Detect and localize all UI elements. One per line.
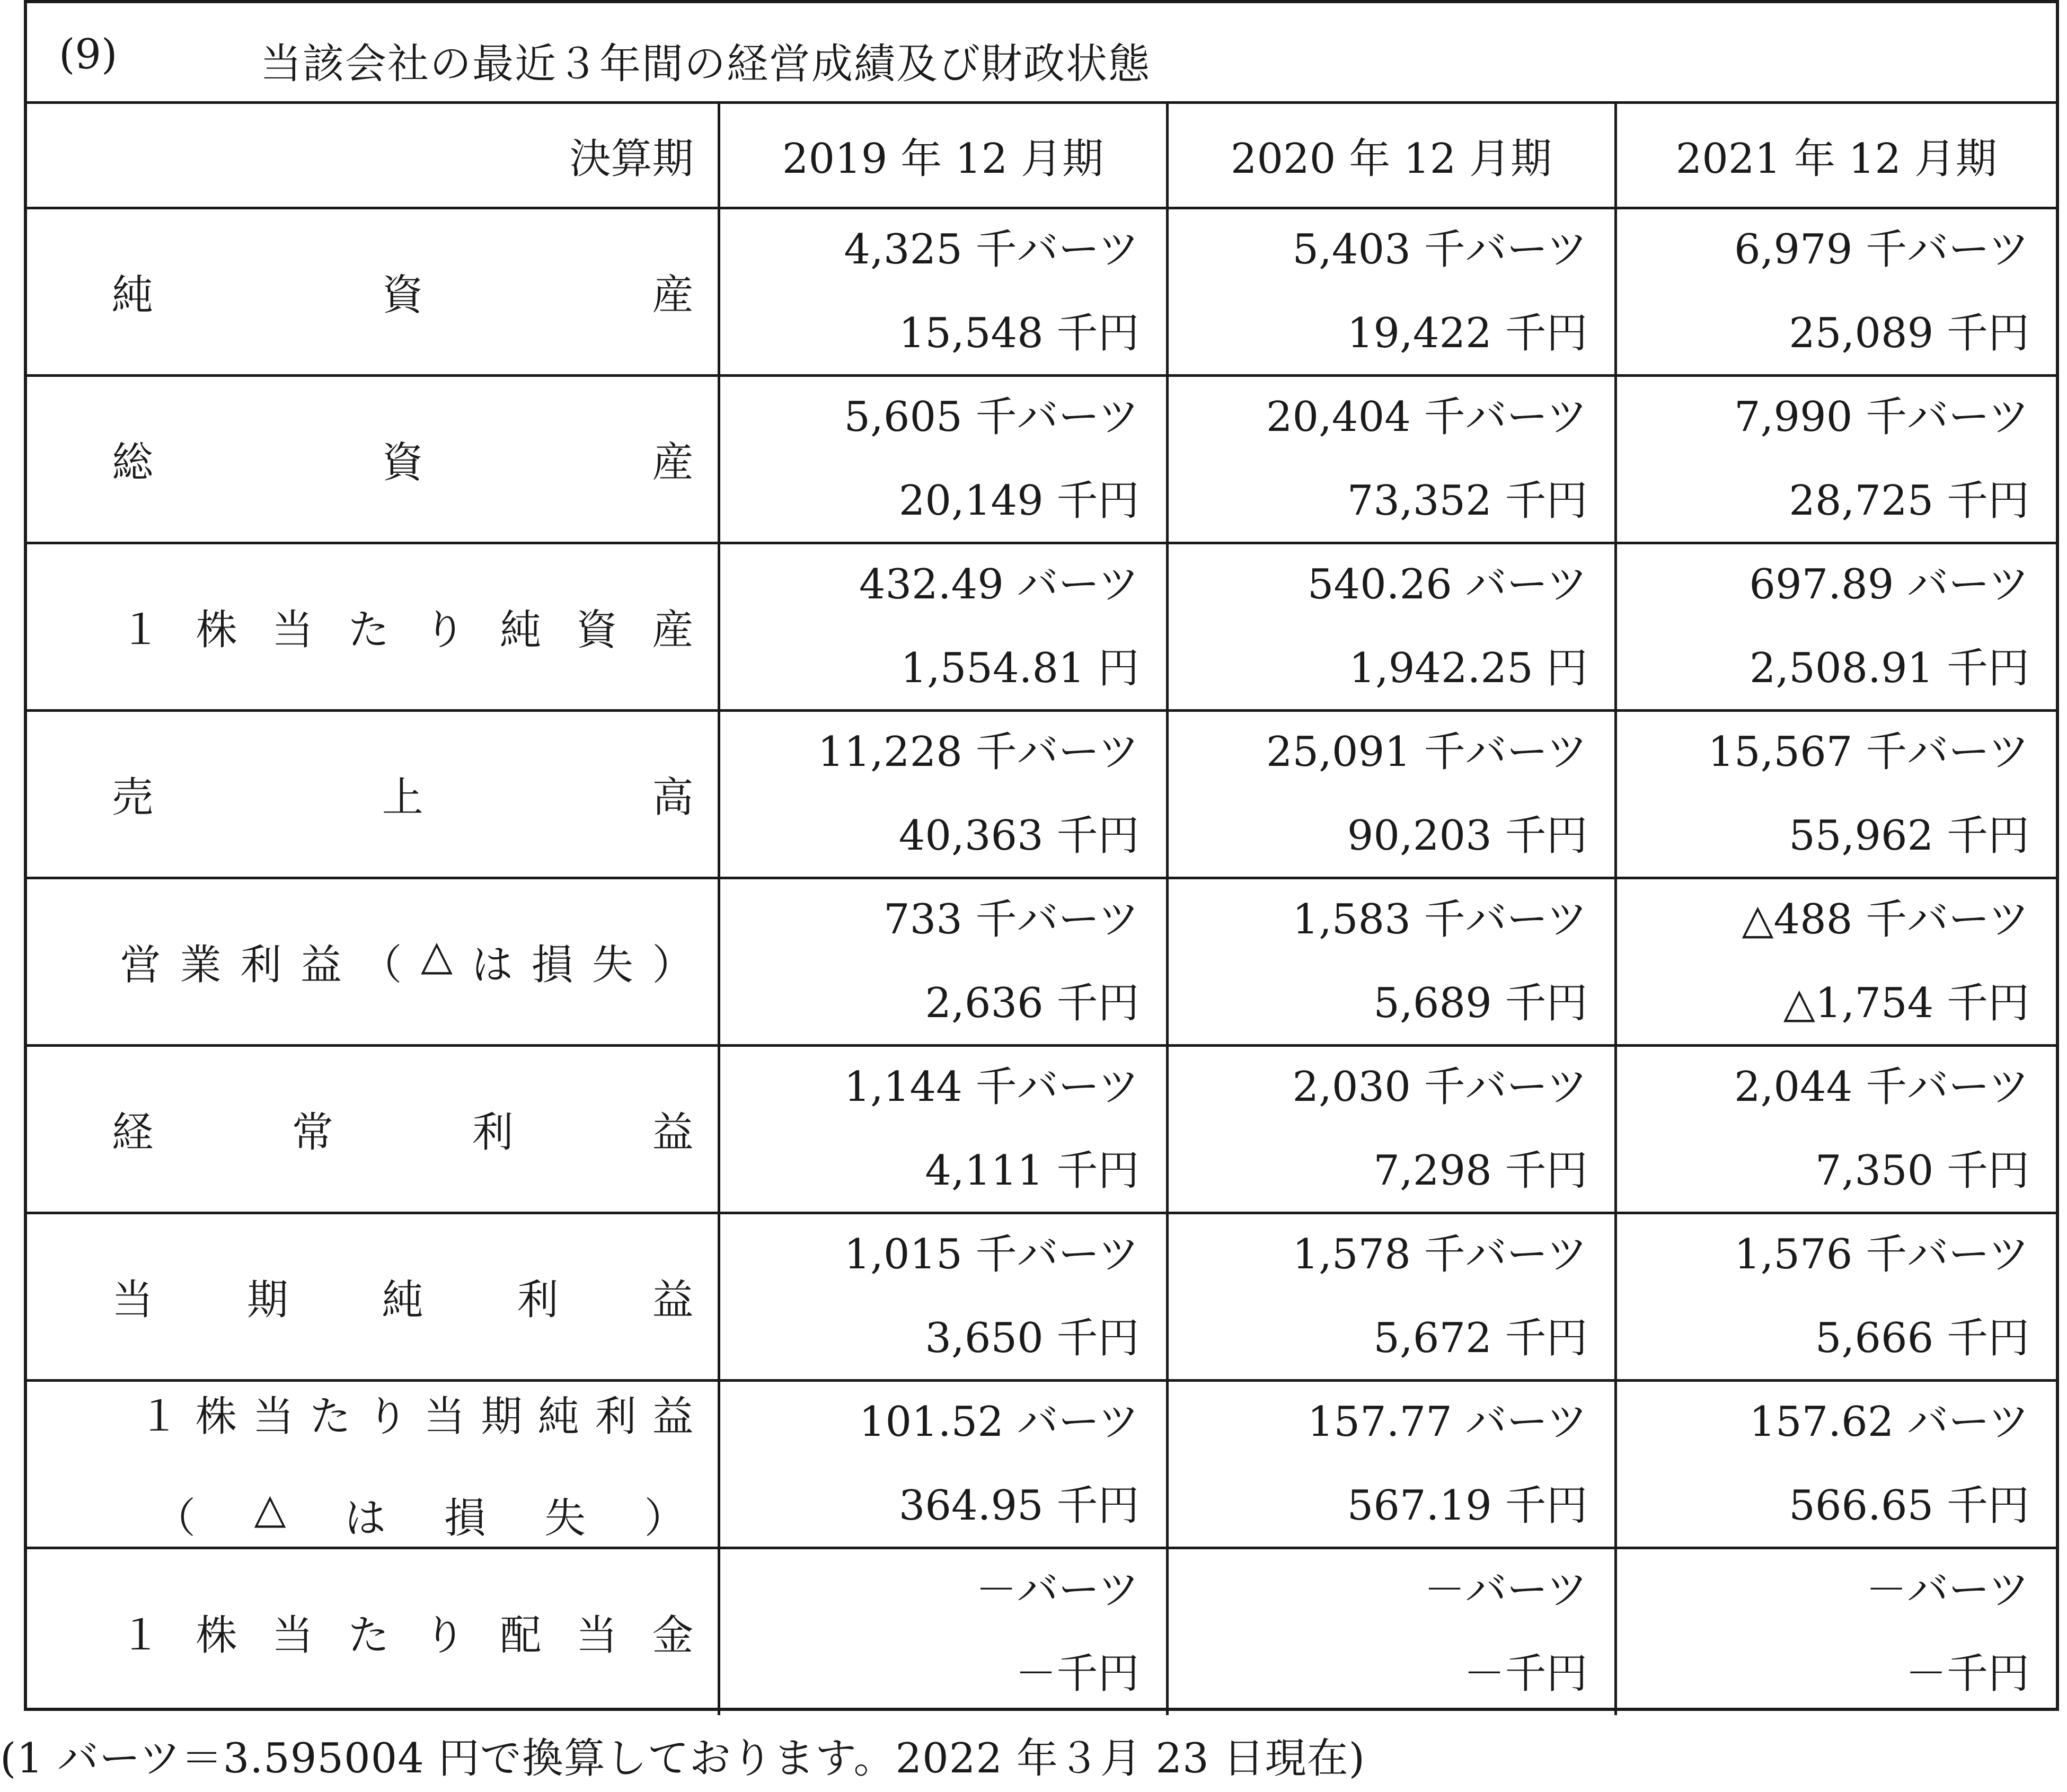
value-yen: 90,203 千円 xyxy=(1347,812,1588,860)
period-header-2019: 2019 年 12 月期 xyxy=(719,104,1167,208)
value-yen: 7,350 千円 xyxy=(1815,1147,2029,1195)
row-label-char: △ xyxy=(254,1485,286,1533)
value-cell-2020 xyxy=(1167,710,1615,878)
value-cell-2020 xyxy=(1167,1380,1615,1548)
value-baht: 15,567 千バーツ xyxy=(1708,728,2029,776)
row-label xyxy=(27,375,719,543)
value-cell-2021 xyxy=(1615,710,2056,878)
row-label-char: 利 xyxy=(472,1109,514,1157)
row-label-char: 利 xyxy=(517,1276,559,1324)
value-cell-2020 xyxy=(1167,1548,1615,1715)
row-label-char: 純 xyxy=(382,1276,423,1324)
row-label xyxy=(27,878,719,1045)
value-baht: 2,044 千バーツ xyxy=(1734,1063,2029,1111)
ordinary-income-row xyxy=(27,1045,2056,1213)
value-baht: －バーツ xyxy=(1866,1566,2029,1614)
section-title: 当該会社の最近３年間の経営成績及び財政状態 xyxy=(260,40,1151,88)
table-header-row xyxy=(27,104,2056,208)
row-label-char: 産 xyxy=(652,439,694,487)
row-label-char: 売 xyxy=(112,774,154,822)
value-baht: 101.52 バーツ xyxy=(859,1398,1140,1446)
value-cell-2020 xyxy=(1167,543,1615,710)
period-header-2020: 2020 年 12 月期 xyxy=(1167,104,1615,208)
value-baht: △488 千バーツ xyxy=(1742,896,2029,943)
row-label-char: 常 xyxy=(292,1109,333,1157)
row-label-char: 期 xyxy=(246,1276,288,1324)
value-yen: 19,422 千円 xyxy=(1347,310,1588,357)
total-assets-row xyxy=(27,375,2056,543)
row-label-char: 産 xyxy=(652,606,694,654)
row-label-char: 益 xyxy=(652,1393,694,1441)
value-yen: 567.19 千円 xyxy=(1347,1482,1588,1530)
net-income-per-share-row xyxy=(27,1380,2056,1548)
value-cell-2019 xyxy=(719,208,1167,375)
row-label-char: 期 xyxy=(481,1393,523,1441)
row-label-char: 株 xyxy=(196,606,237,654)
value-baht: 20,404 千バーツ xyxy=(1266,393,1588,441)
row-label-char: 当 xyxy=(271,1612,313,1660)
value-baht: 1,578 千バーツ xyxy=(1292,1231,1588,1278)
row-label xyxy=(27,208,719,375)
operating-income-row xyxy=(27,878,2056,1045)
row-label-char: 産 xyxy=(652,271,694,319)
row-label-char: 失 xyxy=(591,941,633,989)
value-yen: △1,754 千円 xyxy=(1783,979,2029,1027)
value-baht: 4,325 千バーツ xyxy=(844,226,1140,273)
row-label-char: り xyxy=(423,606,465,654)
row-label xyxy=(27,1213,719,1380)
value-cell-2020 xyxy=(1167,878,1615,1045)
value-baht: 697.89 バーツ xyxy=(1749,561,2029,608)
row-label xyxy=(27,543,719,710)
value-cell-2019 xyxy=(719,1213,1167,1380)
row-label-char: 業 xyxy=(180,941,222,989)
value-yen: 73,352 千円 xyxy=(1347,477,1588,525)
value-baht: 1,583 千バーツ xyxy=(1292,896,1588,943)
row-label-char: 益 xyxy=(652,1109,694,1157)
row-label-char: 純 xyxy=(538,1393,580,1441)
row-label-char: り xyxy=(366,1393,408,1441)
row-label-char: 資 xyxy=(382,271,423,319)
value-cell-2019 xyxy=(719,1548,1167,1715)
section-title-row xyxy=(27,3,2056,104)
value-baht: 5,605 千バーツ xyxy=(844,393,1140,441)
row-label-char: 株 xyxy=(195,1393,237,1441)
value-baht: －バーツ xyxy=(1424,1566,1588,1614)
value-cell-2021 xyxy=(1615,208,2056,375)
row-label-char: 利 xyxy=(595,1393,637,1441)
row-label-char: は xyxy=(344,1495,386,1542)
row-label-char: １ xyxy=(120,606,162,654)
value-cell-2021 xyxy=(1615,375,2056,543)
value-cell-2019 xyxy=(719,375,1167,543)
value-yen: －千円 xyxy=(1463,1650,1588,1698)
value-baht: 157.62 バーツ xyxy=(1749,1398,2029,1446)
row-label-char: ） xyxy=(652,941,694,989)
value-baht: 733 千バーツ xyxy=(883,896,1140,943)
value-cell-2021 xyxy=(1615,1548,2056,1715)
value-baht: 2,030 千バーツ xyxy=(1292,1063,1588,1111)
value-yen: 5,672 千円 xyxy=(1373,1314,1588,1362)
value-baht: 7,990 千バーツ xyxy=(1734,393,2029,441)
row-label-char: 当 xyxy=(576,1612,617,1660)
value-yen: 3,650 千円 xyxy=(925,1314,1140,1362)
value-baht: 11,228 千バーツ xyxy=(817,728,1140,776)
row-label-char: １ xyxy=(138,1393,180,1441)
value-baht: 540.26 バーツ xyxy=(1307,561,1588,608)
row-label-char: 損 xyxy=(532,941,573,989)
row-label-char: 当 xyxy=(423,1393,465,1441)
value-baht: 432.49 バーツ xyxy=(859,561,1140,608)
row-label-char: 株 xyxy=(196,1612,237,1660)
value-yen: 25,089 千円 xyxy=(1789,310,2029,357)
value-yen: －千円 xyxy=(1015,1650,1140,1698)
row-label-char: た xyxy=(348,606,390,654)
row-label-char: は xyxy=(471,941,513,989)
exchange-rate-footnote: (1 バーツ＝3.595004 円で換算しております。2022 年３月 23 日現在) xyxy=(0,1735,1366,1782)
value-yen: 5,689 千円 xyxy=(1373,979,1588,1027)
row-label xyxy=(27,1380,719,1548)
row-label-char: 利 xyxy=(240,941,282,989)
value-yen: 28,725 千円 xyxy=(1789,477,2029,525)
row-label-char: 益 xyxy=(300,941,342,989)
value-cell-2021 xyxy=(1615,543,2056,710)
value-cell-2019 xyxy=(719,878,1167,1045)
row-label-char: 損 xyxy=(444,1495,486,1542)
value-cell-2019 xyxy=(719,710,1167,878)
value-baht: 5,403 千バーツ xyxy=(1292,226,1588,273)
value-cell-2019 xyxy=(719,1380,1167,1548)
row-label-char: た xyxy=(310,1393,351,1441)
value-baht: －バーツ xyxy=(975,1566,1140,1614)
row-label-char: 経 xyxy=(112,1109,154,1157)
value-cell-2019 xyxy=(719,1045,1167,1213)
value-baht: 25,091 千バーツ xyxy=(1266,728,1588,776)
row-label-char: 純 xyxy=(112,271,154,319)
period-header-2021: 2021 年 12 月期 xyxy=(1615,104,2056,208)
row-label-char: 資 xyxy=(576,606,617,654)
net-income-row xyxy=(27,1213,2056,1380)
row-label-char: 資 xyxy=(382,439,423,487)
value-yen: 7,298 千円 xyxy=(1373,1147,1588,1195)
value-yen: 15,548 千円 xyxy=(898,310,1140,357)
row-label-char: り xyxy=(423,1612,465,1660)
row-label-char: た xyxy=(348,1612,390,1660)
row-label-char: ） xyxy=(644,1495,686,1542)
value-yen: 55,962 千円 xyxy=(1789,812,2029,860)
net-assets-per-share-row xyxy=(27,543,2056,710)
row-label-char: 高 xyxy=(652,774,694,822)
value-cell-2020 xyxy=(1167,375,1615,543)
row-label-char: （ xyxy=(154,1495,196,1542)
value-cell-2021 xyxy=(1615,1213,2056,1380)
row-label-char: 益 xyxy=(652,1276,694,1324)
value-baht: 1,576 千バーツ xyxy=(1734,1231,2029,1278)
row-label xyxy=(27,1045,719,1213)
row-label-char: 総 xyxy=(112,439,154,487)
value-cell-2021 xyxy=(1615,1045,2056,1213)
value-cell-2020 xyxy=(1167,208,1615,375)
value-cell-2019 xyxy=(719,543,1167,710)
row-label-char: 金 xyxy=(652,1612,694,1660)
value-yen: 566.65 千円 xyxy=(1789,1482,2029,1530)
value-baht: 1,144 千バーツ xyxy=(844,1063,1140,1111)
fiscal-period-header: 決算期 xyxy=(27,104,719,208)
row-label-char: 失 xyxy=(544,1495,586,1542)
value-yen: －千円 xyxy=(1905,1650,2029,1698)
value-yen: 2,508.91 千円 xyxy=(1749,645,2029,692)
value-yen: 5,666 千円 xyxy=(1815,1314,2029,1362)
value-cell-2021 xyxy=(1615,1380,2056,1548)
financial-summary-frame xyxy=(24,0,2059,1711)
row-label-char: 純 xyxy=(500,606,542,654)
value-baht: 157.77 バーツ xyxy=(1307,1398,1588,1446)
dividend-per-share-row xyxy=(27,1548,2056,1715)
value-baht: 6,979 千バーツ xyxy=(1734,226,2029,273)
value-baht: 1,015 千バーツ xyxy=(844,1231,1140,1278)
row-label-char: 配 xyxy=(500,1612,542,1660)
row-label-char: △ xyxy=(421,932,453,979)
value-yen: 4,111 千円 xyxy=(925,1147,1140,1195)
value-yen: 364.95 千円 xyxy=(898,1482,1140,1530)
row-label-char: 上 xyxy=(382,774,423,822)
row-label-char: １ xyxy=(120,1612,162,1660)
row-label-char: （ xyxy=(360,941,402,989)
row-label xyxy=(27,710,719,878)
row-label xyxy=(27,1548,719,1715)
row-label-char: 当 xyxy=(252,1393,294,1441)
value-cell-2021 xyxy=(1615,878,2056,1045)
row-label-char: 当 xyxy=(112,1276,154,1324)
value-yen: 20,149 千円 xyxy=(898,477,1140,525)
value-yen: 2,636 千円 xyxy=(925,979,1140,1027)
net-assets-row xyxy=(27,208,2056,375)
value-yen: 1,554.81 円 xyxy=(900,645,1140,692)
section-number: (9) xyxy=(59,31,118,78)
value-yen: 40,363 千円 xyxy=(898,812,1140,860)
value-cell-2020 xyxy=(1167,1213,1615,1380)
row-label-char: 営 xyxy=(120,941,162,989)
financial-table xyxy=(27,104,2056,1715)
sales-row xyxy=(27,710,2056,878)
value-yen: 1,942.25 円 xyxy=(1349,645,1588,692)
row-label-char: 当 xyxy=(271,606,313,654)
value-cell-2020 xyxy=(1167,1045,1615,1213)
